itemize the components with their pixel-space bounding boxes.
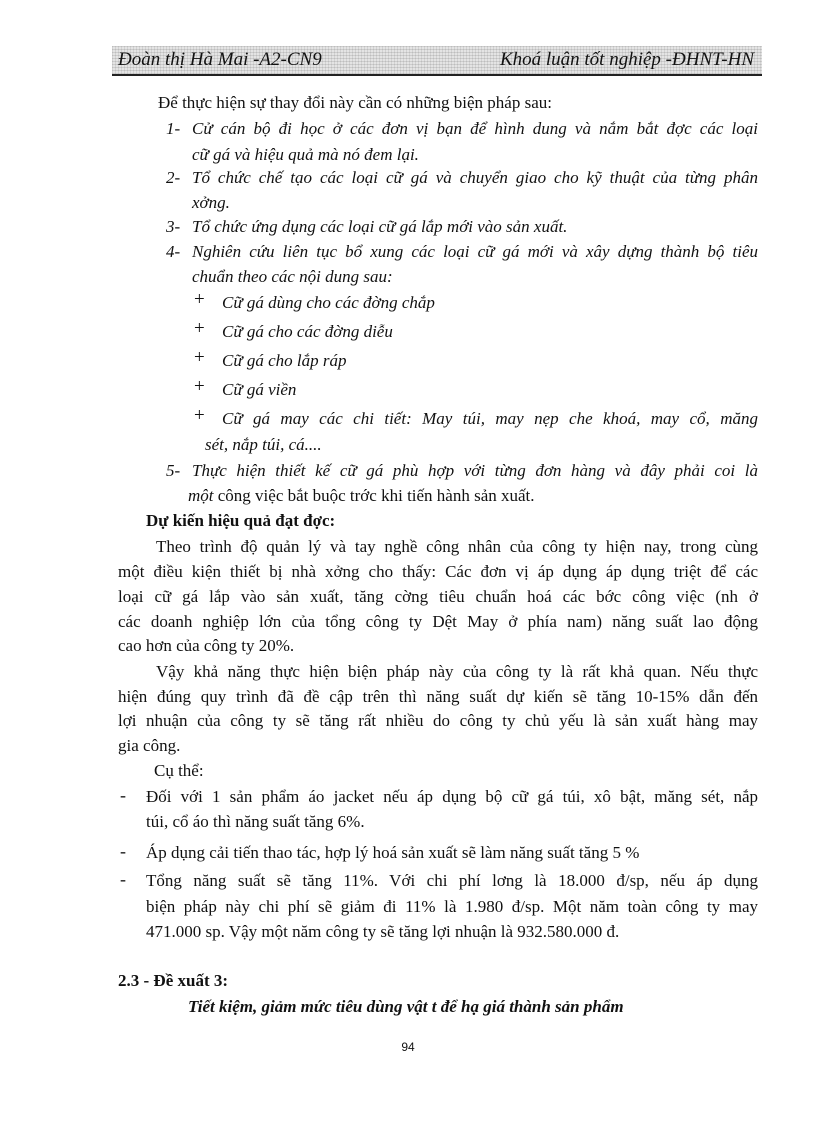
bullet-3-line-3: 471.000 sp. Vậy một năm công ty sẽ tăng lợi nhuận là 932.580.000 đ. xyxy=(146,922,620,941)
para1-line-4: các doanh nghiệp lớn của tổng công ty Dệt May ở phía nam) năng suất lao động xyxy=(118,612,758,631)
bullet-marker: - xyxy=(120,785,126,805)
plus-marker: + xyxy=(194,405,205,426)
item-2-line-1: Tổ chức chế tạo các loại cữ gá và chuyển giao cho kỹ thuật của từng phân xyxy=(192,168,758,187)
item-5-line-1: Thực hiện thiết kế cữ gá phù hợp với từng đơn hàng và đây phải coi là xyxy=(192,461,758,480)
para2-line-1: Vậy khả năng thực hiện biện pháp này của công ty là rất khả quan. Nếu thực xyxy=(156,662,758,681)
header-author: Đoàn thị Hà Mai -A2-CN9 xyxy=(118,49,322,70)
plus-marker: + xyxy=(194,318,205,339)
para1-line-3: loại cữ gá lắp vào sản xuất, tăng cờng tiêu chuẩn hoá các bớc công việc (nh ở xyxy=(118,587,758,606)
intro-text: Để thực hiện sự thay đổi này cần có những biện pháp sau: xyxy=(158,93,552,112)
section-subheading: Tiết kiệm, giảm mức tiêu dùng vật t để hạ giá thành sản phẩm xyxy=(188,997,624,1016)
item-4-line-1: Nghiên cứu liên tục bổ xung các loại cữ gá mới và xây dựng thành bộ tiêu xyxy=(192,242,758,261)
sub-item-2: Cữ gá cho các đờng diễu xyxy=(222,322,393,341)
bullet-3-line-1: Tổng năng suất sẽ tăng 11%. Với chi phí lơng là 18.000 đ/sp, nếu áp dụng xyxy=(146,871,758,890)
para2-line-2: hiện đúng quy trình đã đề cập trên thì năng suất dự kiến sẽ tăng 10-15% dẫn đến xyxy=(118,687,758,706)
specific-label: Cụ thể: xyxy=(154,761,204,780)
sub-item-5-line-2: sét, nắp túi, cá.... xyxy=(205,435,322,454)
page-header xyxy=(112,46,762,76)
plus-marker: + xyxy=(194,347,205,368)
item-2-number: 2- xyxy=(166,168,181,187)
sub-item-5-line-1: Cữ gá may các chi tiết: May túi, may nẹp che khoá, may cổ, măng xyxy=(222,409,758,428)
result-heading: Dự kiến hiệu quả đạt đợc: xyxy=(146,511,336,530)
item-5-number: 5- xyxy=(166,461,181,480)
bullet-3-line-2: biện pháp này chi phí sẽ giảm đi 11% là 1.980 đ/sp. Một năm toàn công ty may xyxy=(146,897,758,916)
item-4-number: 4- xyxy=(166,242,181,261)
item-4-line-2: chuẩn theo các nội dung sau: xyxy=(192,267,393,286)
item-5-rest: công việc bắt buộc trớc khi tiến hành sản xuất. xyxy=(213,486,535,505)
para1-line-1: Theo trình độ quản lý và tay nghề công nhân của công ty hiện nay, trong cùng xyxy=(156,537,758,556)
item-5-line-2 xyxy=(188,485,535,507)
header-thesis-title: Khoá luận tốt nghiệp -ĐHNT-HN xyxy=(499,49,754,70)
bullet-marker: - xyxy=(120,841,126,861)
plus-marker: + xyxy=(194,376,205,397)
item-3-line-1: Tổ chức ứng dụng các loại cữ gá lắp mới vào sản xuất. xyxy=(192,217,568,236)
section-heading: 2.3 - Đề xuất 3: xyxy=(118,971,229,990)
page-number: 94 xyxy=(401,1040,415,1054)
sub-item-3: Cữ gá cho lắp ráp xyxy=(222,351,347,370)
item-5-italic-word: một xyxy=(188,486,214,505)
para1-line-2: một điều kiện thiết bị nhà xởng cho thấy: Các đơn vị áp dụng áp dụng triệt để các xyxy=(118,562,758,581)
para2-line-3: lợi nhuận của công ty sẽ tăng rất nhiều do công ty chủ yếu là sản xuất hàng may xyxy=(118,711,758,730)
para1-line-5: cao hơn của công ty 20%. xyxy=(118,636,295,655)
item-1-line-1: Cử cán bộ đi học ở các đơn vị bạn để hình dung và nắm bắt đợc các loại xyxy=(192,119,758,138)
sub-item-4: Cữ gá viền xyxy=(222,380,297,399)
plus-marker: + xyxy=(194,289,205,310)
bullet-2: Áp dụng cải tiến thao tác, hợp lý hoá sản xuất sẽ làm năng suất tăng 5 % xyxy=(146,843,640,862)
bullet-1-line-2: túi, cổ áo thì năng suất tăng 6%. xyxy=(146,812,365,831)
item-2-line-2: xởng. xyxy=(192,193,230,212)
item-1-line-2: cữ gá và hiệu quả mà nó đem lại. xyxy=(192,145,419,164)
sub-item-1: Cữ gá dùng cho các đờng chắp xyxy=(222,293,435,312)
item-3-number: 3- xyxy=(166,217,181,236)
item-1-number: 1- xyxy=(166,119,181,138)
para2-line-4: gia công. xyxy=(118,736,181,755)
bullet-1-line-1: Đối với 1 sản phẩm áo jacket nếu áp dụng bộ cữ gá túi, xô bật, măng sét, nắp xyxy=(146,787,758,806)
bullet-marker: - xyxy=(120,869,126,889)
